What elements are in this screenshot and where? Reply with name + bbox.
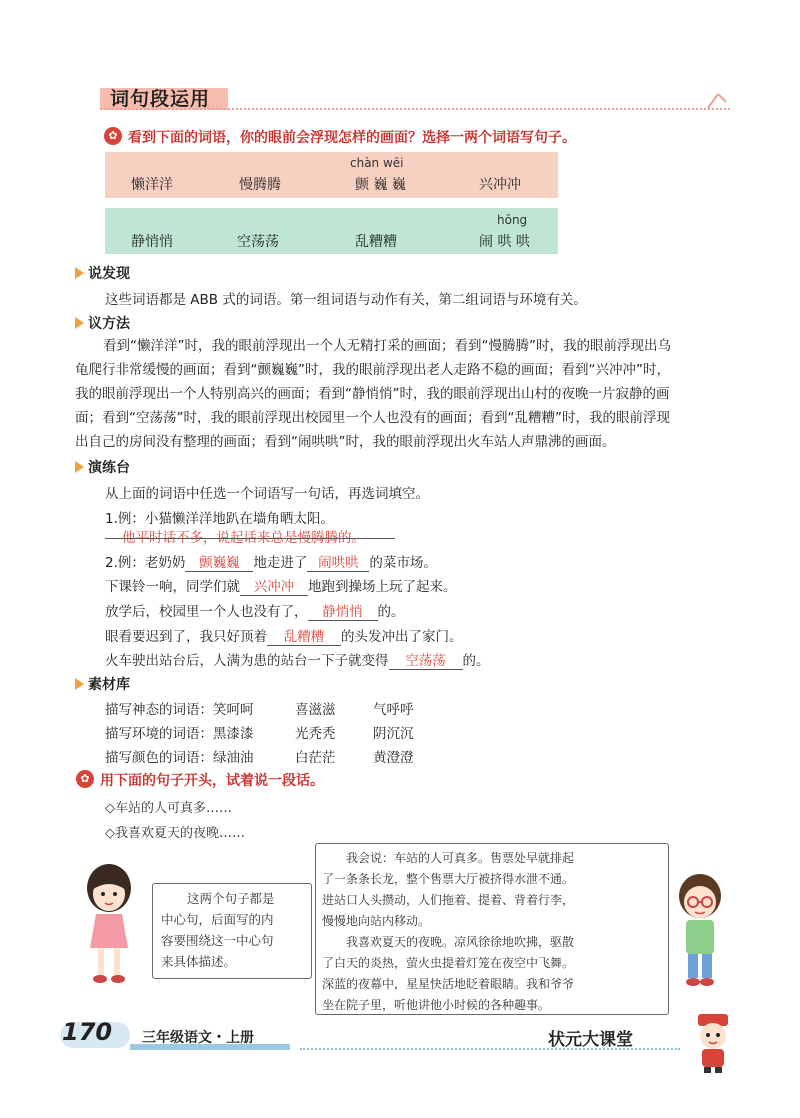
sentence-3: 眼看要迟到了，我只好顶着 乱糟糟 的头发冲出了家门。 [105, 625, 463, 646]
word-group-1 [105, 152, 558, 198]
arrow-icon [75, 317, 84, 329]
sentence-2: 放学后，校园里一个人也没有了， 静悄悄 的。 [105, 600, 405, 621]
fill-blank: 颤巍巍 [185, 551, 253, 572]
book-title: 三年级语文・上册 [142, 1030, 254, 1046]
example-1: 1.例：小猫懒洋洋地趴在墙角晒太阳。 [105, 511, 334, 527]
fill-blank: 空荡荡 [389, 649, 463, 670]
method-paragraph: 看到“懒洋洋”时，我的眼前浮现出一个人无精打采的画面；看到“慢腾腾”时，我的眼前浮现出乌 龟爬行非常缓慢的画面；看到“颤巍巍”时，我的眼前浮现出老人走路不稳的画面；看到“兴冲冲”时， 我的眼前浮现出一个人特别高兴的画面；看到“静悄悄”时，我的眼前浮现出山村的夜晚一片寂静的画 面；看到“空荡荡”时，我的眼前浮现出校园里一个人也没有的画面；看到“乱糟糟”时，我的眼前浮现 出自己的房间没有整理的画面；看到“闹哄哄”时，我的眼前浮现出火车站人声鼎沸的画面。 [75, 338, 671, 450]
mascot-icon [690, 1012, 736, 1074]
method-heading: 议方法 [75, 313, 130, 333]
material-row: 描写环境的词语：黑漆漆 光秃秃 阴沉沉 [105, 726, 414, 742]
speech-bubble-left: 这两个句子都是 中心句，后面写的内 容要围绕这一中心句 来具体描述。 [152, 883, 312, 979]
word-item: 乱糟糟 [355, 234, 397, 250]
sentence-1: 下课铃一响，同学们就 兴冲冲 地跑到操场上玩了起来。 [105, 575, 457, 596]
boy-illustration-icon [670, 868, 730, 994]
starter-1: ◇车站的人可真多…… [105, 801, 232, 816]
question-1: 看到下面的词语，你的眼前会浮现怎样的画面？选择一两个词语写句子。 [128, 130, 576, 146]
word-item: 慢腾腾 [239, 177, 281, 193]
discover-text: 这些词语都是 ABB 式的词语。第一组词语与动作有关，第二组词语与环境有关。 [105, 292, 587, 308]
answer-underline [105, 538, 395, 539]
arrow-icon [75, 267, 84, 279]
answer-1: 他平时话不多，说起话来总是慢腾腾的。 [122, 530, 365, 546]
word-item: 静悄悄 [131, 234, 173, 250]
starter-2: ◇我喜欢夏天的夜晚…… [105, 826, 245, 841]
word-item: 闹 哄 哄 [479, 234, 530, 250]
fill-blank: 静悄悄 [308, 600, 378, 621]
fill-blank: 闹哄哄 [307, 551, 369, 572]
word-group-2 [105, 208, 558, 254]
word-item: 懒洋洋 [131, 177, 173, 193]
girl-illustration-icon [78, 862, 140, 990]
corner-arrow-icon [706, 92, 728, 110]
word-item: 空荡荡 [237, 234, 279, 250]
practice-intro: 从上面的词语中任选一个词语写一句话，再选词填空。 [105, 486, 429, 502]
pinyin-chanwei: chàn wēi [350, 156, 404, 170]
page-number: 170 [62, 1018, 113, 1046]
arrow-icon [75, 461, 84, 473]
header-divider [100, 108, 730, 110]
question-2: 用下面的句子开头，试着说一段话。 [100, 773, 324, 789]
sentence-4: 火车驶出站台后，人满为患的站台一下子就变得 空荡荡 的。 [105, 649, 490, 670]
listen-icon: ✿ [104, 127, 122, 145]
practice-heading: 演练台 [75, 457, 130, 477]
example-2: 2.例：老奶奶 颤巍巍 地走进了 闹哄哄 的菜市场。 [105, 551, 437, 572]
listen-icon: ✿ [76, 770, 94, 788]
section-title: 词句段运用 [110, 88, 211, 110]
discover-heading: 说发现 [75, 263, 130, 283]
fill-blank: 兴冲冲 [240, 575, 308, 596]
materials-heading: 素材库 [75, 674, 130, 694]
arrow-icon [75, 678, 84, 690]
pinyin-hong: hōng [497, 213, 528, 227]
speech-bubble-right: 我会说：车站的人可真多。售票处早就排起 了一条条长龙，整个售票大厅被挤得水泄不通。 进站口人头攒动，人们拖着、提着、背着行李， 慢慢地向站内移动。 我喜欢夏天的夜晚。凉风徐徐地吹拂，驱散 了白天的炎热，萤火虫提着灯笼在夜空中飞舞。 深蓝的夜幕中，星星快活地眨着眼睛。我和爷爷 坐在院子里，听他讲他小时候的各种趣事。 [315, 843, 669, 1015]
fill-blank: 乱糟糟 [267, 625, 341, 646]
material-row: 描写神态的词语：笑呵呵 喜滋滋 气呼呼 [105, 702, 414, 718]
brand-name: 状元大课堂 [548, 1030, 633, 1050]
material-row: 描写颜色的词语：绿油油 白茫茫 黄澄澄 [105, 750, 414, 766]
word-item: 兴冲冲 [479, 177, 521, 193]
word-item: 颤 巍 巍 [355, 177, 406, 193]
